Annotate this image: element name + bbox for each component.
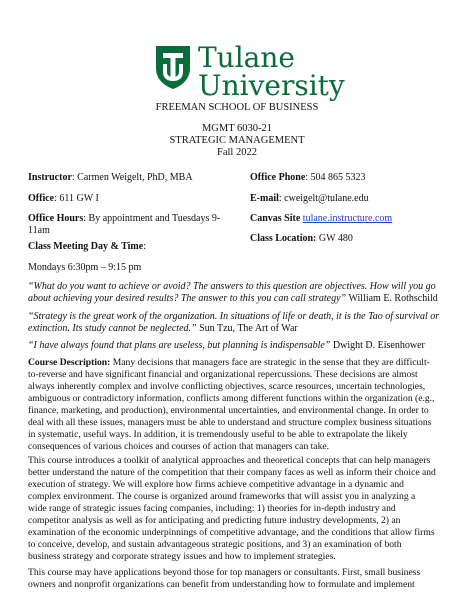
- paragraph-2-line-8: to conceive, develop, and sustain advantageous strategic positions, and 3) an examination of both: [28, 539, 402, 550]
- tulane-shield-icon: [154, 44, 192, 90]
- instructor-value: : Carmen Weigelt, PhD, MBA: [71, 172, 193, 183]
- course-paragraph-2: [28, 455, 458, 563]
- office-hours-line: [28, 213, 220, 225]
- tulane-logo: [154, 41, 345, 102]
- description-line-2: to-reverse and have significant financial and organizational repercussions. These decisions are almost: [28, 369, 418, 380]
- quote-3-author: Dwight D. Eisenhower: [330, 340, 425, 351]
- phone-line: [250, 172, 366, 184]
- paragraph-2-line-5: wide range of strategic issues facing companies, including: 1) theories for in-depth industry and: [28, 503, 396, 514]
- office-hours-value: : By appointment and Tuesdays 9-: [83, 213, 221, 224]
- email-value: : cweigelt@tulane.edu: [278, 193, 369, 204]
- description-line-1: Course Description: Many decisions that managers face are strategic in the sense that they are difficult-: [28, 357, 430, 368]
- quote-2-line-2: [28, 323, 298, 335]
- email-label: E-mail: [250, 193, 279, 204]
- meeting-value: Mondays 6:30pm – 9:15 pm: [28, 262, 142, 273]
- meeting-label: Class Meeting Day & Time: [28, 241, 144, 252]
- description-line-3: always inherently complex and involve conflicting objectives, scarce resources, uncertain technologies,: [28, 381, 426, 392]
- instructor-line: [28, 172, 193, 184]
- description-label: Course Description:: [28, 357, 111, 368]
- course-title: STRATEGIC MANAGEMENT: [169, 135, 305, 146]
- logo-wordmark-tulane: Tulane: [198, 41, 295, 74]
- canvas-label: Canvas Site: [250, 213, 301, 224]
- logo-wordmark-university: University: [198, 69, 345, 102]
- phone-label: Office Phone: [250, 172, 306, 183]
- quote-2-author: Sun Tzu, The Art of War: [196, 323, 298, 334]
- paragraph-2-line-7: examination of the economic underpinnings of competitive advantage, and the conditions that allow firms: [28, 527, 435, 538]
- description-line-6: deal with all these issues, managers must be able to understand and structure complex business situations: [28, 417, 432, 428]
- location-value: GW 480: [316, 233, 353, 244]
- course-description: [28, 357, 458, 453]
- paragraph-2-line-9: business strategy and corporate strategy issues and how to implement strategies.: [28, 551, 336, 562]
- description-line-4: ambiguous or contradictory information, conflicts among different functions within the organization (e.g.,: [28, 393, 435, 404]
- instructor-label: Instructor: [28, 172, 72, 183]
- quote-1-line-2: [28, 293, 438, 305]
- description-line-7: in systematic, useful ways. In addition, it is tremendously useful to be able to extrapolate the likely: [28, 429, 408, 440]
- meeting-line: [28, 241, 146, 253]
- paragraph-3-line-1: This course may have applications beyond those for top managers or consultants. First, small business: [28, 567, 421, 578]
- paragraph-2-line-1: This course introduces a toolkit of analytical approaches and theoretical concepts that can help managers: [28, 455, 431, 466]
- phone-value: : 504 865 5323: [305, 172, 366, 183]
- description-line-8: consequences of various choices and courses of action that managers can take.: [28, 441, 330, 452]
- location-line: [250, 233, 353, 245]
- paragraph-2-line-2: better understand the nature of the competition that their company faces as well as inform their choice and: [28, 467, 436, 478]
- quote-2-line-1: “Strategy is the great work of the organization. In situations of life or death, it is the Tao of survival or: [28, 311, 440, 322]
- paragraph-2-line-4: complex environment. The course is organized around frameworks that will assist you in analyzing a: [28, 491, 416, 502]
- office-hours-label: Office Hours: [28, 213, 84, 224]
- office-label: Office: [28, 193, 55, 204]
- course-code: MGMT 6030-21: [201, 123, 273, 134]
- description-line-5: finance, marketing, and production), environmental uncertainties, and environmental change. In order to: [28, 405, 429, 416]
- office-hours-value-cont: 11am: [28, 225, 50, 236]
- quote-1-line-1: “What do you want to achieve or avoid? The answers to this question are objectives. How will you go: [28, 281, 436, 292]
- course-term: Fall 2022: [217, 147, 257, 158]
- school-name: FREEMAN SCHOOL OF BUSINESS: [155, 102, 319, 113]
- quote-2-text: extinction. Its study cannot be neglected.”: [28, 323, 197, 334]
- course-paragraph-3: [28, 567, 458, 591]
- location-label: Class Location:: [250, 233, 317, 244]
- quote-3-line: [28, 340, 425, 352]
- quote-1-text: about achieving your desired results? The answer to this you can call strategy”: [28, 293, 347, 304]
- office-value: : 611 GW I: [54, 193, 99, 204]
- paragraph-3-line-2: owners and nonprofit organizations can benefit from understanding how to formulate and implement: [28, 579, 415, 590]
- canvas-line: [250, 213, 392, 225]
- meeting-colon: :: [143, 241, 146, 252]
- email-line: [250, 193, 369, 205]
- quote-3-text: “I have always found that plans are useless, but planning is indispensable”: [28, 340, 331, 351]
- office-line: [28, 193, 99, 205]
- paragraph-2-line-6: competitor analysis as well as for anticipating and predicting future industry developments, 2) an: [28, 515, 401, 526]
- paragraph-2-line-3: execution of strategy. We will explore how firms achieve competitive advantage in a dynamic and: [28, 479, 404, 490]
- quote-1-author: William E. Rothschild: [346, 293, 438, 304]
- canvas-link[interactable]: tulane.instructure.com: [302, 213, 393, 224]
